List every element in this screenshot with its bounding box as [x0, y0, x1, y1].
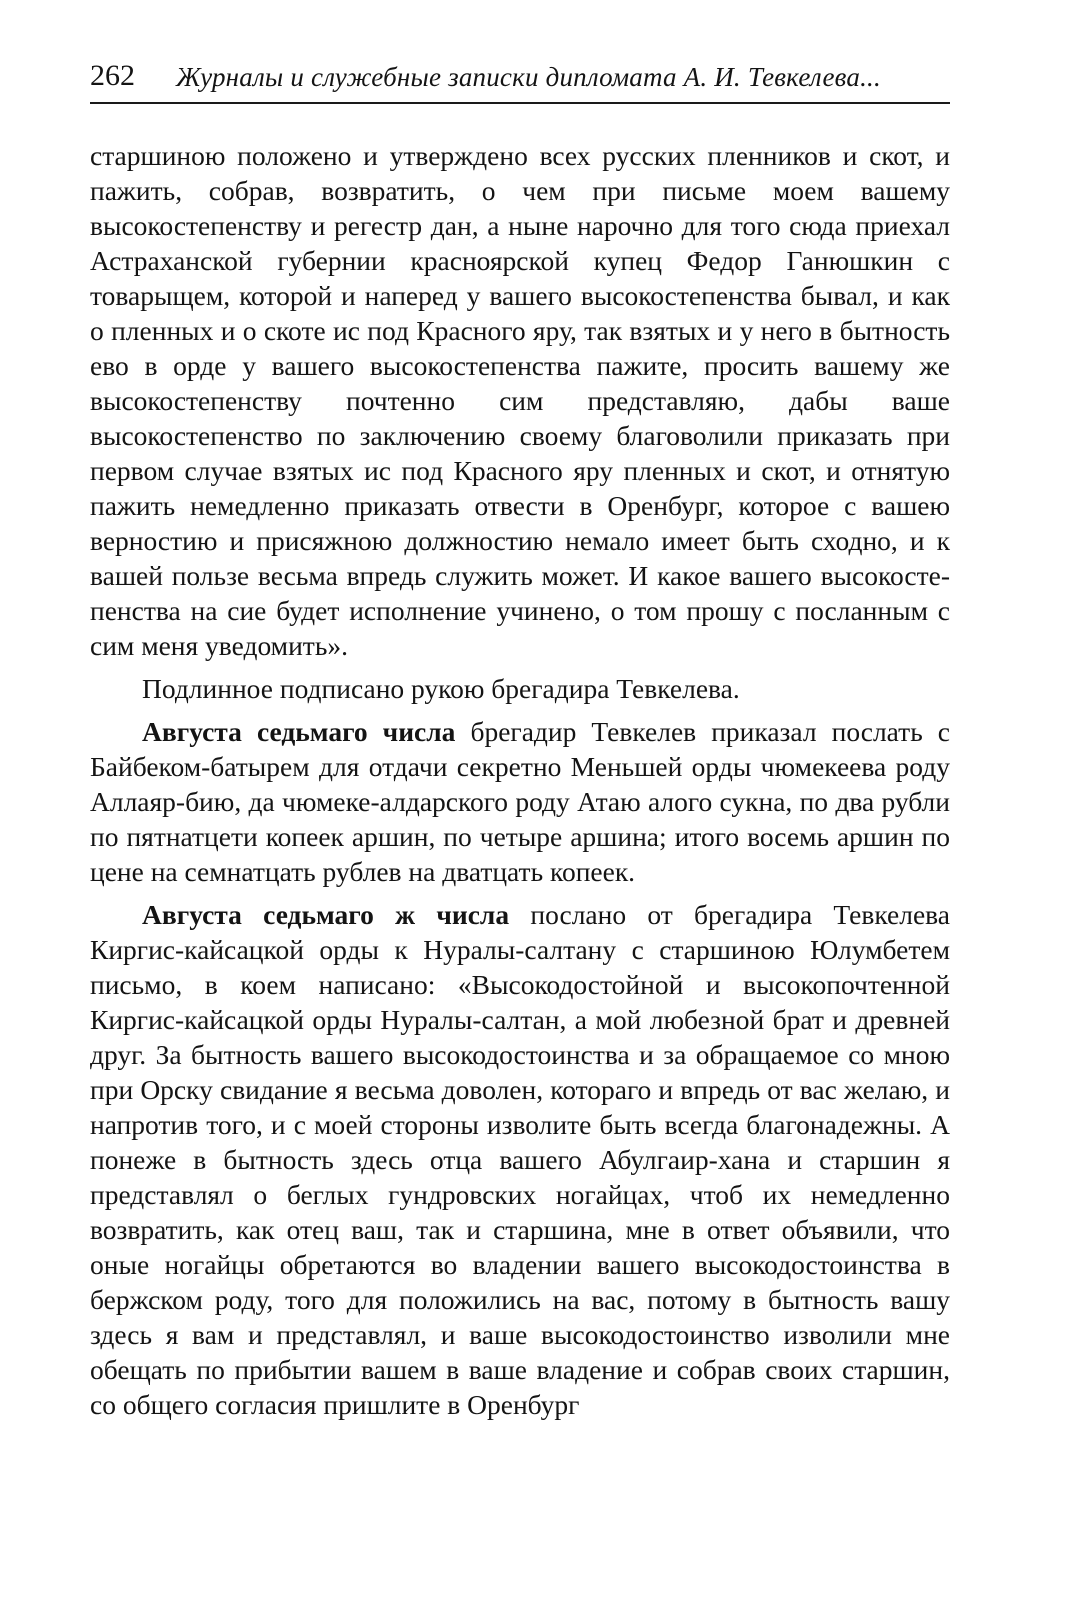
paragraph-entry-august-7 [90, 714, 950, 889]
paragraph-entry-august-7-letter [90, 897, 950, 1422]
paragraph-text: брегадир Тевкелев приказал послать с Байбеком-батырем для отдачи секретно Меньшей орды чюмекеева роду Аллаяр-бию, да чюмеке-алдарского роду Атаю алого сукна, по два рубли по пятнатцети копеек аршин, по четыре аршина; итого восемь аршин по цене на семнатцать рублев на дватцать копеек. [90, 716, 950, 887]
entry-date-lead: Августа седьмаго числа [142, 716, 456, 747]
book-page [90, 58, 950, 1420]
paragraph-continuation [90, 138, 950, 663]
paragraph-text: послано от брегадира Тевкелева Киргис-кайсацкой орды к Нуралы-салтану с старшиною Юлумбетем письмо, в коем написано: «Высокодостойной и высокопочтенной Киргис-кайсацкой орды Нуралы-салтан, а мой любезной брат и древней друг. За бытность вашего высокодостоинства и за обращаемое со мною при Орску свидание я весьма доволен, котораго и впредь от вас желаю, и напротив того, и с моей стороны изволите быть всегда благонадежны. А понеже в бытность здесь отца вашего Абулгаир-хана и старшин я представлял о беглых гундровских ногайцах, чтоб их немедленно возвратить, как отец ваш, так и старшина, мне в ответ объявили, что оные ногайцы обретаются во владении вашего высокодостоинства в бержском роду, того для положились на вас, потому в бытность вашу здесь я вам и представлял, и ваше высокодостоинство изволили мне обещать по прибытии вашем в ваше владение и собрав своих старшин, со общего согласия пришлите в Оренбург [90, 899, 950, 1420]
paragraph-text: Подлинное подписано рукою брегадира Тевкелева. [142, 673, 740, 704]
running-title: Журналы и служебные записки дипломата А. И. Тевкелева... [176, 62, 881, 92]
page-number: 262 [90, 59, 135, 92]
page-header [90, 58, 950, 100]
header-rule [90, 102, 950, 104]
paragraph-signature-note [90, 671, 950, 706]
entry-date-lead: Августа седьмаго ж числа [142, 899, 510, 930]
body-text [90, 138, 950, 1430]
paragraph-text: старшиною положено и утверждено всех русских пленников и скот, и пажить, собрав, возвратить, о чем при письме моем вашему высокостепенству и регестр дан, а ныне нарочно для того сюда приехал Астраханской губернии красноярской купец Федор Ганюшкин с товарыщем, которой и наперед у вашего высокостепенства бывал, и как о пленных и о скоте ис под Красного яру, так взятых и у него в бытность ево в орде у вашего высокостепенства пажите, просить вашему же высокостепенству почтенно сим представляю, дабы ваше высокостепенство по заключению своему благоволили приказать при первом случае взятых ис под Красного яру пленных и скот, и отнятую пажить немедленно приказать отвести в Оренбург, которое с вашею верностию и присяжною должностию немало имеет быть сходно, и к вашей пользе весьма впредь служить может. И какое вашего высокостепенства на сие будет исполнение учинено, о том прошу с посланным с сим меня уведомить». [90, 140, 950, 661]
